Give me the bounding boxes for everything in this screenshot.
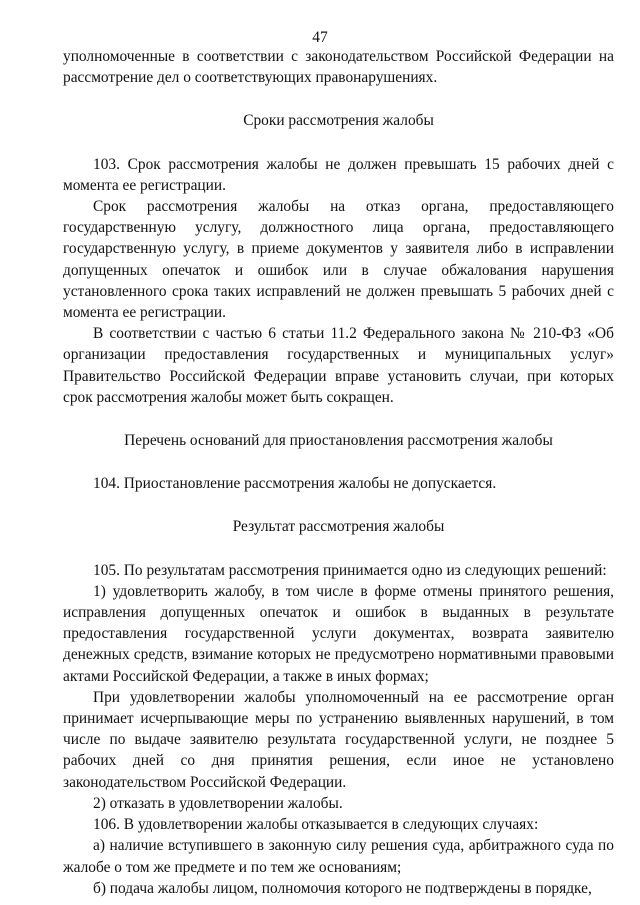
- paragraph-105: 105. По результатам рассмотрения принимается одно из следующих решений:: [93, 561, 607, 579]
- paragraph-item-b: б) подача жалобы лицом, полномочия которого не подтверждены в порядке,: [93, 879, 592, 897]
- document-body: [63, 46, 614, 899]
- paragraph-106: 106. В удовлетворении жалобы отказывается в следующих случаях:: [93, 816, 539, 834]
- page-number: 47: [312, 29, 328, 46]
- paragraph-refusal-term: Срок рассмотрения жалобы на отказ органа, предоставляющего государственную услугу, должностного лица органа, предоставляющего государственную услугу, в приеме документов у заявителя либо в исправлении допущенных опечаток и ошибок или в случае обжалования нарушения установленного срока таких исправлений не должен превышать 5 рабочих дней с момента ее регистрации.: [63, 198, 614, 322]
- paragraph-103: 103. Срок рассмотрения жалобы не должен превышать 15 рабочих дней с момента ее регистрации.: [63, 155, 614, 194]
- paragraph-item-a: а) наличие вступившего в законную силу решения суда, арбитражного суда по жалобе о том же предмете и по тем же основаниям;: [63, 837, 614, 876]
- paragraph-satisfy-complaint: 1) удовлетворить жалобу, в том числе в форме отмены принятого решения, исправления допущенных опечаток и ошибок в выданных в результате предоставления государственной услуги документах, возврата заявителю денежных средств, взимание которых не предусмотрено нормативными правовыми актами Российской Федерации, а также в иных формах;: [63, 582, 614, 685]
- paragraph-continuation: уполномоченные в соответствии с законодательством Российской Федерации на рассмотрение дел о соответствующих правонарушениях.: [63, 48, 614, 87]
- paragraph-satisfaction-measures: При удовлетворении жалобы уполномоченный на ее рассмотрение орган принимает исчерпывающие меры по устранению выявленных нарушений, в том числе по выдаче заявителю результата государственной услуги, не позднее 5 рабочих дней со дня принятия решения, если иное не установлено законодательством Российской Федерации.: [63, 688, 614, 791]
- paragraph-104: 104. Приостановление рассмотрения жалобы не допускается.: [93, 475, 497, 493]
- section-heading-review-terms: Сроки рассмотрения жалобы: [243, 112, 434, 130]
- paragraph-law-reference: В соответствии с частью 6 статьи 11.2 Федерального закона № 210-ФЗ «Об организации предоставления государственных и муниципальных услуг» Правительство Российской Федерации вправе установить случаи, при которых срок рассмотрения жалобы может быть сокращен.: [63, 325, 614, 406]
- section-heading-suspension-grounds: Перечень оснований для приостановления рассмотрения жалобы: [124, 432, 553, 450]
- paragraph-refuse-complaint: 2) отказать в удовлетворении жалобы.: [93, 794, 343, 812]
- section-heading-review-result: Результат рассмотрения жалобы: [232, 518, 445, 536]
